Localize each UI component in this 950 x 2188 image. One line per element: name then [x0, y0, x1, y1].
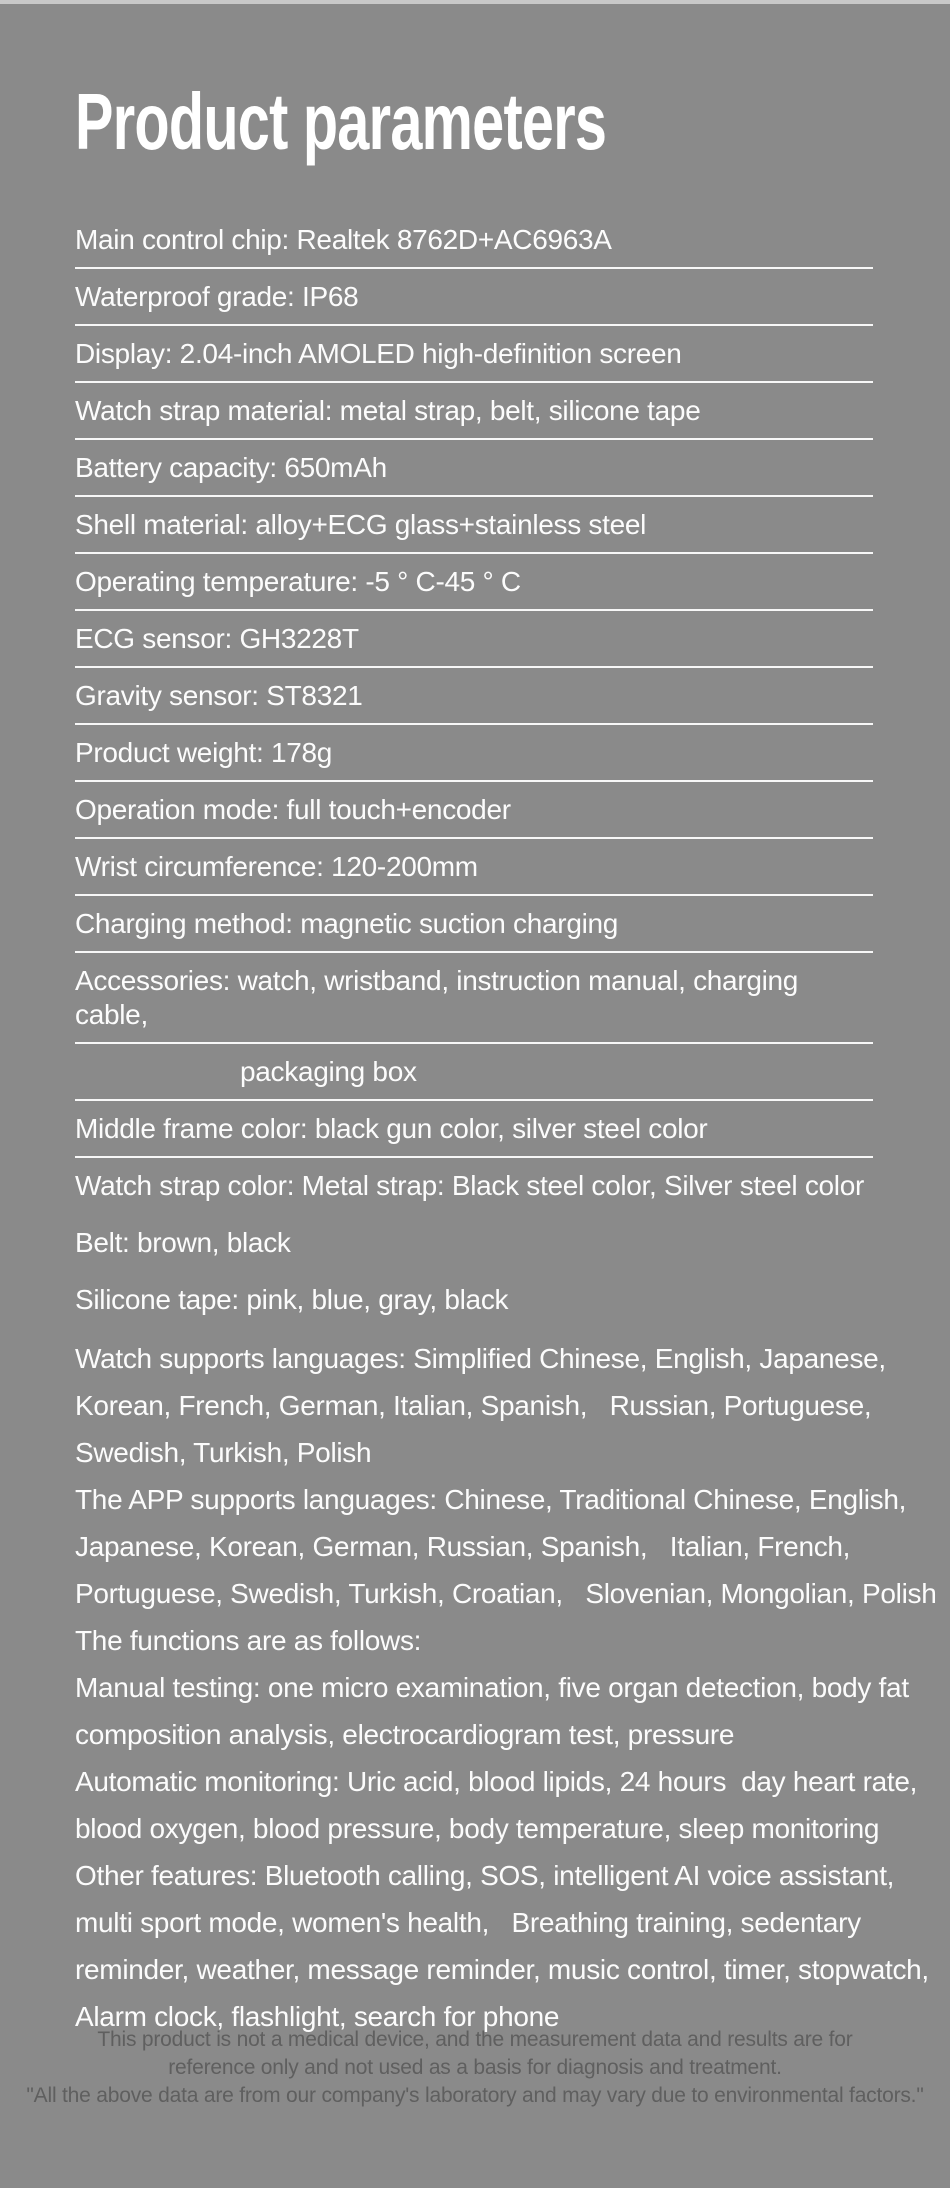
param-row: Waterproof grade: IP68 [75, 269, 873, 326]
param-row: packaging box [75, 1044, 873, 1101]
param-row: Gravity sensor: ST8321 [75, 668, 873, 725]
param-row: Wrist circumference: 120-200mm [75, 839, 873, 896]
info-paragraph: Other features: Bluetooth calling, SOS, intelligent AI voice assistant, multi sport mode, women's health, Breathing training, sedentary reminder, weather, message reminder, music control, timer, stopwatch, Alarm clock, flashlight, search for phone [75, 1860, 950, 2032]
disclaimer [0, 2026, 950, 2110]
param-row: Watch strap material: metal strap, belt, silicone tape [75, 383, 873, 440]
param-row: Watch strap color: Metal strap: Black steel color, Silver steel color [75, 1170, 865, 1201]
param-row: Product weight: 178g [75, 725, 873, 782]
param-row: Operating temperature: -5 ° C-45 ° C [75, 554, 873, 611]
param-row: Belt: brown, black [75, 1227, 291, 1258]
param-row: ECG sensor: GH3228T [75, 611, 873, 668]
info-paragraph: The APP supports languages: Chinese, Traditional Chinese, English, Japanese, Korean, German, Russian, Spanish, Italian, French, Portuguese, Swedish, Turkish, Croatian, Slovenian, Mongolian, Polish [75, 1484, 937, 1609]
top-edge-strip [0, 0, 950, 4]
info-paragraph: Automatic monitoring: Uric acid, blood lipids, 24 hours day heart rate, blood oxygen, blood pressure, body temperature, sleep monitoring [75, 1766, 925, 1844]
param-row: Main control chip: Realtek 8762D+AC6963A [75, 212, 873, 269]
disclaimer-line: reference only and not used as a basis for diagnosis and treatment. [168, 2056, 782, 2079]
disclaimer-line: This product is not a medical device, and the measurement data and results are for [97, 2028, 853, 2051]
info-paragraph: Manual testing: one micro examination, five organ detection, body fat composition analysis, electrocardiogram test, pressure [75, 1672, 917, 1750]
param-row: Silicone tape: pink, blue, gray, black [75, 1284, 509, 1315]
info-paragraph: The functions are as follows: [75, 1625, 422, 1656]
param-row: Battery capacity: 650mAh [75, 440, 873, 497]
param-row: Shell material: alloy+ECG glass+stainless steel [75, 497, 873, 554]
param-row: Middle frame color: black gun color, silver steel color [75, 1101, 873, 1158]
page-title: Product parameters [75, 77, 607, 166]
param-row: Display: 2.04-inch AMOLED high-definition screen [75, 326, 873, 383]
info-paragraph: Watch supports languages: Simplified Chinese, English, Japanese, Korean, French, German, Italian, Spanish, Russian, Portuguese, Swedish, Turkish, Polish [75, 1343, 894, 1468]
param-row: Accessories: watch, wristband, instruction manual, charging cable, [75, 953, 873, 1044]
disclaimer-line: "All the above data are from our company's laboratory and may vary due to environmental factors." [26, 2084, 924, 2107]
parameters-table [75, 212, 873, 1329]
param-row: Operation mode: full touch+encoder [75, 782, 873, 839]
features-text-block [75, 1335, 950, 2040]
param-row: Charging method: magnetic suction charging [75, 896, 873, 953]
